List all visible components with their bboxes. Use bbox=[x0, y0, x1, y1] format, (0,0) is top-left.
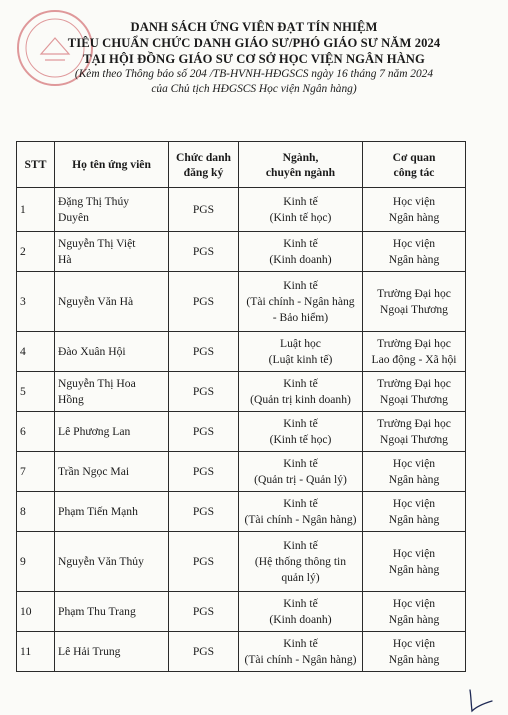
cell-major: Kinh tế (Quản trị - Quản lý) bbox=[239, 452, 363, 492]
document-header bbox=[0, 0, 508, 135]
cell-stt: 3 bbox=[17, 272, 55, 332]
cell-organization: Học viện Ngân hàng bbox=[363, 188, 466, 232]
cell-title: PGS bbox=[169, 188, 239, 232]
cell-major: Luật học (Luật kinh tế) bbox=[239, 332, 363, 372]
table-row bbox=[17, 592, 466, 632]
cell-title: PGS bbox=[169, 592, 239, 632]
cell-candidate-name: Phạm Thu Trang bbox=[55, 592, 169, 632]
table-row bbox=[17, 272, 466, 332]
cell-organization: Học viện Ngân hàng bbox=[363, 592, 466, 632]
table-body bbox=[17, 188, 466, 672]
cell-title: PGS bbox=[169, 452, 239, 492]
cell-candidate-name: Nguyễn Thị Hoa Hồng bbox=[55, 372, 169, 412]
table-header-row bbox=[17, 142, 466, 188]
cell-title: PGS bbox=[169, 372, 239, 412]
candidate-table bbox=[16, 141, 466, 672]
table-row bbox=[17, 188, 466, 232]
cell-organization: Trường Đại học Lao động - Xã hội bbox=[363, 332, 466, 372]
title-line-3: TẠI HỘI ĐỒNG GIÁO SƯ CƠ SỞ HỌC VIỆN NGÂN HÀNG bbox=[83, 52, 425, 66]
cell-major: Kinh tế (Tài chính - Ngân hàng - Bảo hiểm) bbox=[239, 272, 363, 332]
table-row bbox=[17, 332, 466, 372]
table-row bbox=[17, 232, 466, 272]
table-row bbox=[17, 492, 466, 532]
cell-title: PGS bbox=[169, 492, 239, 532]
cell-organization: Học viện Ngân hàng bbox=[363, 452, 466, 492]
cell-title: PGS bbox=[169, 332, 239, 372]
cell-organization: Học viện Ngân hàng bbox=[363, 632, 466, 672]
cell-major: Kinh tế (Kinh tế học) bbox=[239, 412, 363, 452]
header-organization: Cơ quan công tác bbox=[363, 142, 466, 188]
header-stt: STT bbox=[17, 142, 55, 188]
cell-stt: 6 bbox=[17, 412, 55, 452]
cell-organization: Học viện Ngân hàng bbox=[363, 532, 466, 592]
cell-candidate-name: Lê Hải Trung bbox=[55, 632, 169, 672]
cell-candidate-name: Nguyễn Văn Hà bbox=[55, 272, 169, 332]
cell-stt: 11 bbox=[17, 632, 55, 672]
cell-candidate-name: Phạm Tiến Mạnh bbox=[55, 492, 169, 532]
cell-organization: Trường Đại học Ngoại Thương bbox=[363, 272, 466, 332]
table-row bbox=[17, 452, 466, 492]
cell-stt: 9 bbox=[17, 532, 55, 592]
reference-note-line-2: của Chủ tịch HĐGSCS Học viện Ngân hàng) bbox=[151, 83, 357, 95]
cell-stt: 10 bbox=[17, 592, 55, 632]
title-line-1: DANH SÁCH ỨNG VIÊN ĐẠT TÍN NHIỆM bbox=[130, 20, 378, 34]
title-line-2: TIÊU CHUẨN CHỨC DANH GIÁO SƯ/PHÓ GIÁO SƯ NĂM 2024 bbox=[67, 36, 441, 50]
header-name: Họ tên ứng viên bbox=[55, 142, 169, 188]
cell-title: PGS bbox=[169, 532, 239, 592]
cell-candidate-name: Nguyễn Thị Việt Hà bbox=[55, 232, 169, 272]
cell-stt: 5 bbox=[17, 372, 55, 412]
cell-stt: 7 bbox=[17, 452, 55, 492]
cell-stt: 1 bbox=[17, 188, 55, 232]
cell-organization: Học viện Ngân hàng bbox=[363, 232, 466, 272]
cell-major: Kinh tế (Tài chính - Ngân hàng) bbox=[239, 492, 363, 532]
cell-major: Kinh tế (Tài chính - Ngân hàng) bbox=[239, 632, 363, 672]
cell-candidate-name: Trần Ngọc Mai bbox=[55, 452, 169, 492]
cell-title: PGS bbox=[169, 272, 239, 332]
cell-candidate-name: Nguyễn Văn Thủy bbox=[55, 532, 169, 592]
cell-major: Kinh tế (Kinh doanh) bbox=[239, 592, 363, 632]
header-major: Ngành, chuyên ngành bbox=[239, 142, 363, 188]
cell-major: Kinh tế (Kinh doanh) bbox=[239, 232, 363, 272]
cell-candidate-name: Đào Xuân Hội bbox=[55, 332, 169, 372]
cell-candidate-name: Lê Phương Lan bbox=[55, 412, 169, 452]
cell-organization: Trường Đại học Ngoại Thương bbox=[363, 412, 466, 452]
cell-major: Kinh tế (Kinh tế học) bbox=[239, 188, 363, 232]
table-row bbox=[17, 372, 466, 412]
cell-stt: 4 bbox=[17, 332, 55, 372]
cell-organization: Học viện Ngân hàng bbox=[363, 492, 466, 532]
table-row bbox=[17, 632, 466, 672]
cell-title: PGS bbox=[169, 412, 239, 452]
reference-note-line-1: (Kèm theo Thông báo số 204 /TB-HVNH-HĐGSCS ngày 16 tháng 7 năm 2024 bbox=[74, 68, 434, 80]
initials-mark bbox=[462, 688, 496, 714]
cell-organization: Trường Đại học Ngoại Thương bbox=[363, 372, 466, 412]
cell-candidate-name: Đặng Thị Thúy Duyên bbox=[55, 188, 169, 232]
cell-major: Kinh tế (Quản trị kinh doanh) bbox=[239, 372, 363, 412]
cell-title: PGS bbox=[169, 232, 239, 272]
cell-major: Kinh tế (Hệ thống thông tin quản lý) bbox=[239, 532, 363, 592]
table-row bbox=[17, 532, 466, 592]
cell-stt: 8 bbox=[17, 492, 55, 532]
header-title: Chức danh đăng ký bbox=[169, 142, 239, 188]
cell-stt: 2 bbox=[17, 232, 55, 272]
table-row bbox=[17, 412, 466, 452]
cell-title: PGS bbox=[169, 632, 239, 672]
